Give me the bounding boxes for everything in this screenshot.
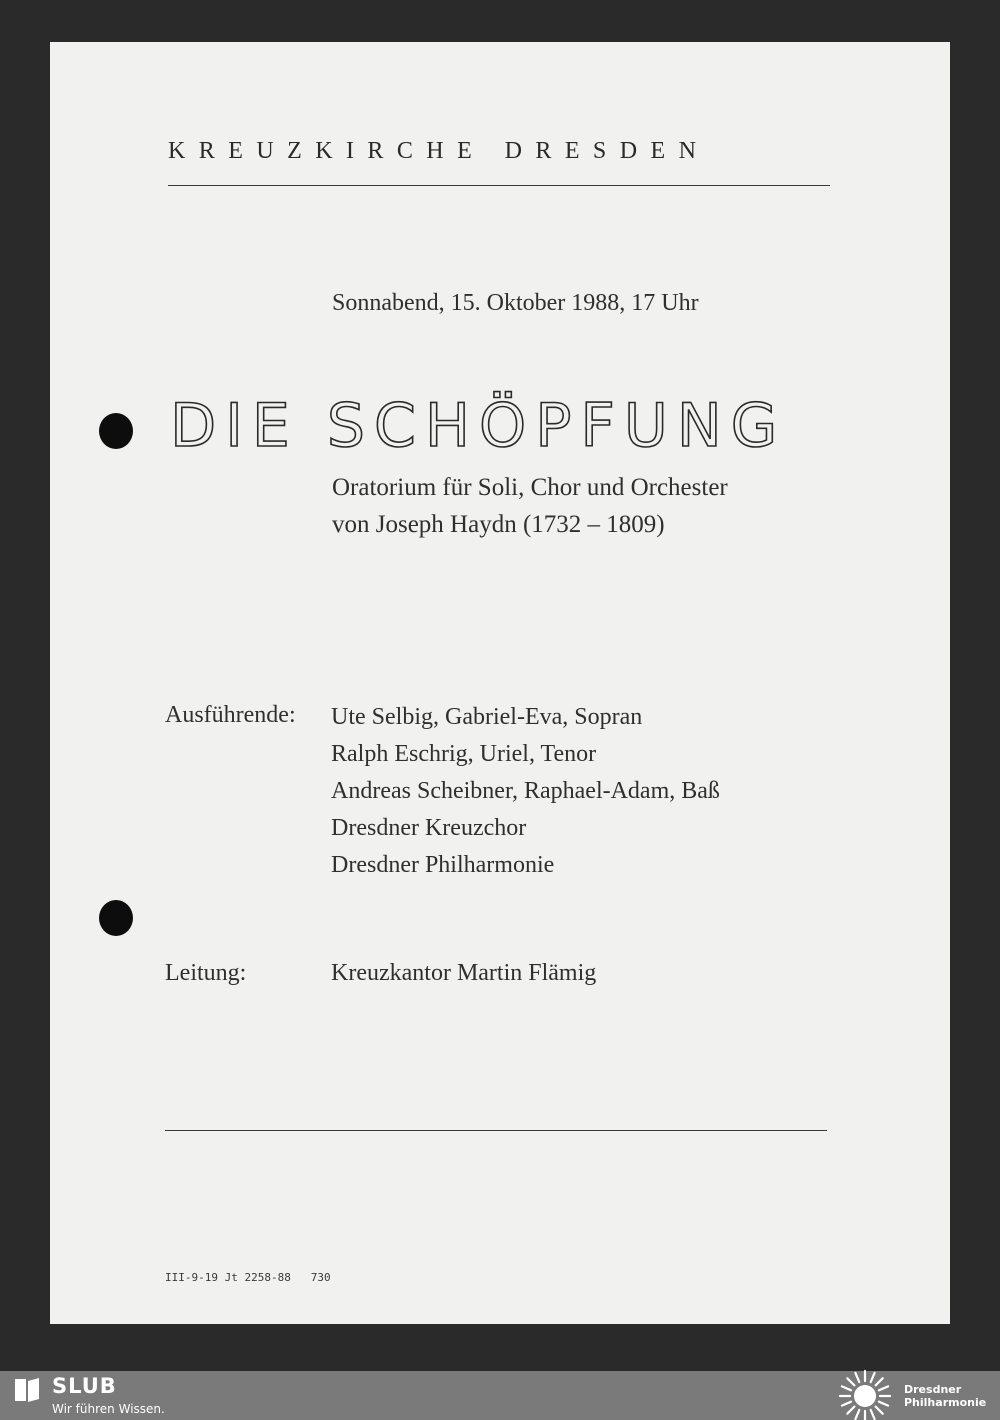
conductor-label: Leitung: [165, 960, 247, 986]
performer-item: Dresdner Philharmonie [331, 852, 555, 878]
work-title [168, 386, 832, 454]
header-divider [168, 185, 830, 186]
subtitle-line2: von Joseph Haydn (1732 – 1809) [332, 511, 665, 538]
venue-header: KREUZKIRCHE DRESDEN [168, 138, 710, 164]
partner-name-line1: Dresdner [904, 1383, 962, 1396]
subtitle-line1: Oratorium für Soli, Chor und Orchester [332, 474, 728, 501]
library-tagline: Wir führen Wissen. [52, 1402, 165, 1416]
performers-list [331, 702, 720, 887]
work-title-text: DIE SCHÖPFUNG [170, 391, 787, 454]
conductor-name: Kreuzkantor Martin Flämig [331, 960, 597, 986]
punch-hole-top [99, 413, 133, 449]
print-code: III-9-19 Jt 2258-88 730 [165, 1271, 331, 1284]
slub-book-icon [14, 1377, 40, 1403]
philharmonie-sunburst-icon [838, 1369, 892, 1420]
footer-divider [165, 1130, 827, 1131]
performers-label: Ausführende: [165, 702, 296, 728]
punch-hole-bottom [99, 900, 133, 936]
performer-item: Dresdner Kreuzchor [331, 815, 527, 841]
footer-bar [0, 1371, 1000, 1420]
partner-name[interactable] [904, 1383, 986, 1409]
performer-item: Ralph Eschrig, Uriel, Tenor [331, 741, 597, 767]
program-sheet [50, 42, 950, 1324]
partner-name-line2: Philharmonie [904, 1396, 987, 1409]
library-name[interactable]: SLUB [52, 1374, 117, 1398]
performer-item: Ute Selbig, Gabriel-Eva, Sopran [331, 704, 643, 730]
concert-date: Sonnabend, 15. Oktober 1988, 17 Uhr [332, 290, 699, 316]
performer-item: Andreas Scheibner, Raphael-Adam, Baß [331, 778, 720, 804]
